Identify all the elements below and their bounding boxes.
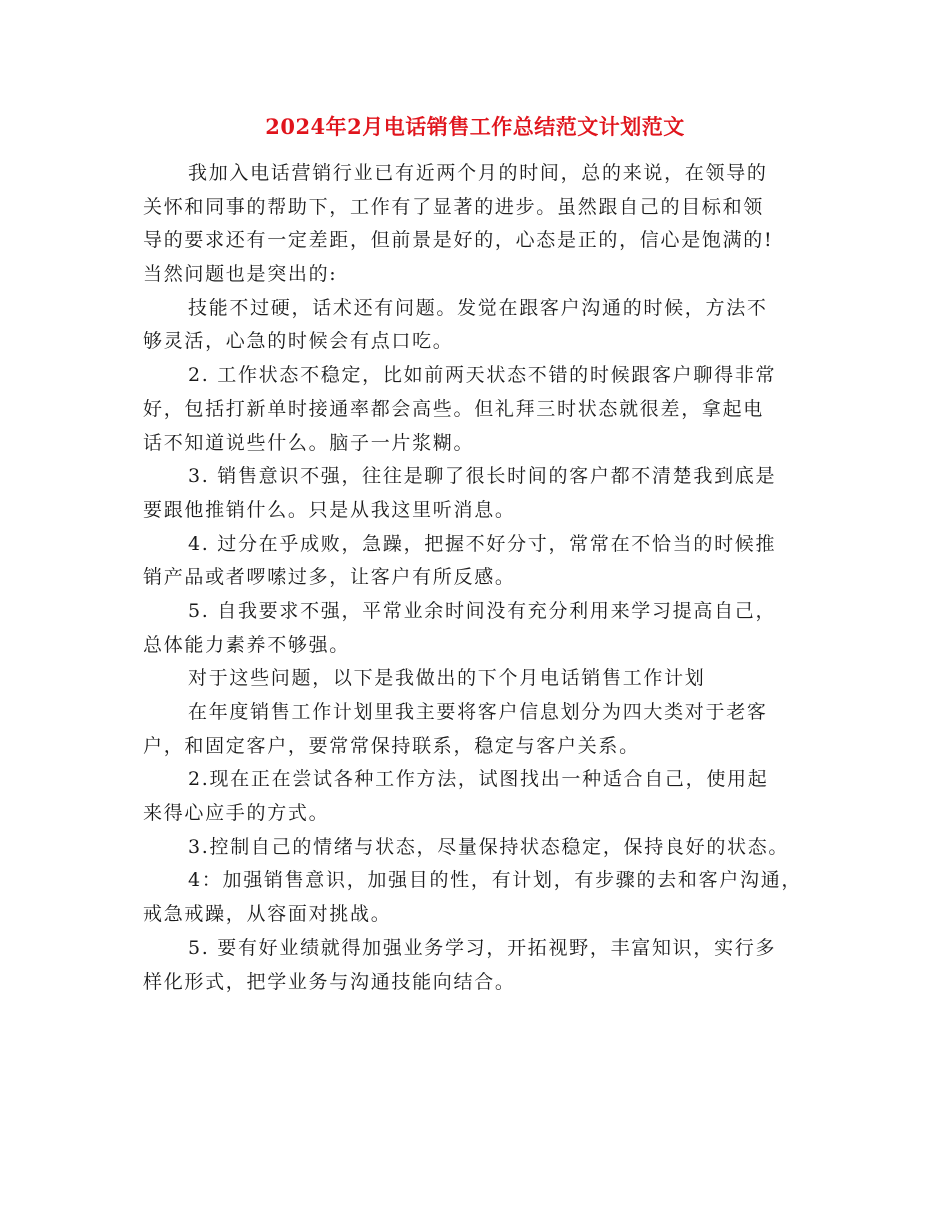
paragraph-plan-intro xyxy=(143,662,815,696)
text-line: 够灵活，心急的时候会有点口吃。 xyxy=(143,330,454,353)
text-line: 好，包括打新单时接通率都会高些。但礼拜三时状态就很差，拿起电 xyxy=(143,397,765,420)
text-line: 2. 工作状态不稳定，比如前两天状态不错的时候跟客户聊得非常 xyxy=(188,364,777,387)
text-line: 要跟他推销什么。只是从我这里听消息。 xyxy=(143,498,516,521)
text-line: 当然问题也是突出的: xyxy=(143,263,338,286)
text-line: 关怀和同事的帮助下，工作有了显著的进步。虽然跟自己的目标和领 xyxy=(143,195,765,218)
text-line: 4：加强销售意识，加强目的性，有计划，有步骤的去和客户沟通， xyxy=(188,869,803,892)
text-line: 总体能力素养不够强。 xyxy=(143,633,351,656)
text-line: 5. 要有好业绩就得加强业务学习，开拓视野，丰富知识，实行多 xyxy=(188,936,777,959)
text-line: 我加入电话营销行业已有近两个月的时间，总的来说，在领导的 xyxy=(188,162,768,184)
paragraph-plan-5 xyxy=(143,932,815,999)
text-line: 样化形式，把学业务与沟通技能向结合。 xyxy=(143,970,516,993)
text-line: 3.控制自己的情绪与状态，尽量保持状态稳定，保持良好的状态。 xyxy=(188,835,790,858)
text-line: 销产品或者啰嗦过多，让客户有所反感。 xyxy=(143,566,516,589)
text-line: 对于这些问题，以下是我做出的下个月电话销售工作计划 xyxy=(188,667,706,690)
text-line: 5. 自我要求不强，平常业余时间没有充分利用来学习提高自己， xyxy=(188,599,777,622)
text-line: 2.现在正在尝试各种工作方法，试图找出一种适合自己，使用起 xyxy=(188,768,769,791)
document-title: 2024年2月电话销售工作总结范文计划范文 xyxy=(265,114,685,139)
paragraph-plan-4 xyxy=(143,864,815,931)
text-line: 话不知道说些什么。脑子一片浆糊。 xyxy=(143,431,475,454)
text-line: 户，和固定客户，要常常保持联系，稳定与客户关系。 xyxy=(143,734,640,757)
text-line: 3. 销售意识不强，往往是聊了很长时间的客户都不清楚我到底是 xyxy=(188,465,777,488)
paragraph-intro xyxy=(143,157,815,292)
text-line: 戒急戒躁，从容面对挑战。 xyxy=(143,903,392,926)
document-body xyxy=(143,157,815,999)
paragraph-problem-4 xyxy=(143,528,815,595)
text-line: 技能不过硬，话术还有问题。发觉在跟客户沟通的时候，方法不 xyxy=(188,296,768,319)
paragraph-problem-3 xyxy=(143,460,815,527)
paragraph-plan-1 xyxy=(143,696,815,763)
text-line: 导的要求还有一定差距，但前景是好的，心态是正的，信心是饱满的! xyxy=(143,229,774,252)
paragraph-problem-1 xyxy=(143,292,815,359)
paragraph-plan-2 xyxy=(143,763,815,830)
paragraph-problem-2 xyxy=(143,359,815,460)
text-line: 在年度销售工作计划里我主要将客户信息划分为四大类对于老客 xyxy=(188,701,768,723)
text-line: 4. 过分在乎成败，急躁，把握不好分寸，常常在不恰当的时候推 xyxy=(188,532,777,555)
text-line: 来得心应手的方式。 xyxy=(143,802,330,825)
paragraph-problem-5 xyxy=(143,595,815,662)
paragraph-plan-3 xyxy=(143,831,815,865)
